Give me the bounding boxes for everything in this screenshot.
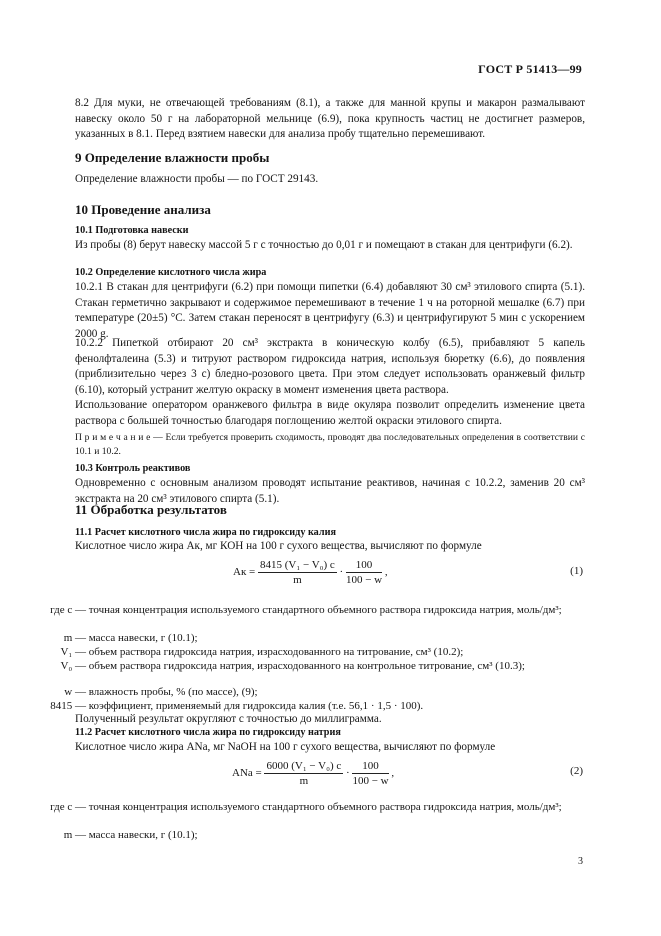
document-header: ГОСТ Р 51413—99 [478, 62, 582, 76]
formula-2 [232, 760, 394, 787]
paragraph-10-2-1: 10.2.1 В стакан для центрифуги (6.2) при помощи пипетки (6.4) добавляют 30 см³ этилового спирта (5.1). Стакан герметично закрывают и содержимое перемешивают в течение 1 ч на роторной мешалке (6.7) при температуре (20±5) °С. Затем стакан переносят в центрифугу (6.3) и центрифугируют 5 мин с ускорением 2000 g. [75, 281, 585, 340]
subsection-11-2-text: Кислотное число жира ANa, мг NaOH на 100 г сухого вещества, вычисляют по формуле [75, 741, 496, 753]
subsection-11-2-title: 11.2 Расчет кислотного числа жира по гидроксиду натрия [75, 727, 341, 738]
note: П р и м е ч а н и е — Если требуется проверить сходимость, проводят два последовательных определения в соответствии с 10.1 и 10.2. [75, 432, 585, 457]
formula-1-number: (1) [570, 565, 583, 577]
definition-row [48, 631, 585, 645]
definition-symbol: где c — [50, 801, 86, 813]
definition-text: влажность пробы, % (по массе), (9); [88, 686, 258, 698]
formula-2-denominator: m [299, 775, 309, 787]
subsection-11-1-text: Кислотное число жира Aк, мг КОН на 100 г сухого вещества, вычисляют по формуле [75, 540, 482, 552]
definition-text: масса навески, г (10.1); [88, 632, 198, 644]
subsection-10-3-title: 10.3 Контроль реактивов [75, 463, 191, 474]
formula-1-denominator: m [293, 574, 302, 586]
formula-2-tail: , [391, 767, 395, 780]
formula-1 [233, 559, 388, 586]
formula-1-lhs: Aк = [233, 566, 256, 579]
formula-2-fraction [264, 760, 343, 787]
section-10-title: 10 Проведение анализа [75, 202, 211, 217]
formula-2-lhs: ANa = [232, 767, 262, 780]
formula-1-denominator-2: 100 − w [345, 574, 383, 586]
paragraph-10-2-2b: Использование оператором оранжевого фильтра в виде окуляра позволит определить изменение цвета раствора с большей точностью благодаря поглощению желтой окраски этилового спирта. [75, 399, 585, 427]
page-number: 3 [578, 856, 583, 867]
paragraph-8-2: 8.2 Для муки, не отвечающей требованиям (8.1), а также для манной крупы и макарон размалывают навеску около 50 г на лабораторной мельнице (6.9), пока крупность частиц не достигнет размеров, указанных в 8.1. Перед взятием навески для анализа пробу тщательно перемешивают. [75, 97, 585, 141]
definition-symbol: V₁ — [60, 646, 86, 658]
formula-2-number: (2) [570, 765, 583, 777]
definition-symbol: m — [63, 829, 86, 841]
definition-text: объем раствора гидроксида натрия, израсходованного на титрование, см³ (10.2); [88, 646, 464, 658]
definition-symbol: m — [63, 632, 86, 644]
section-9-title: 9 Определение влажности пробы [75, 150, 270, 165]
definition-row [48, 603, 585, 617]
formula-1-fraction-2 [346, 559, 382, 586]
definition-symbol: V₀ — [60, 660, 86, 672]
formula-1-tail: , [384, 566, 388, 579]
definition-symbol: w — [64, 686, 86, 698]
subsection-10-3-text: Одновременно с основным анализом проводят испытание реактивов, начиная с 10.2.2, заменив 20 см³ экстракта на 20 см³ этилового спирта (5.1). [75, 477, 585, 505]
paragraph-10-2-2: 10.2.2 Пипеткой отбирают 20 см³ экстракта в коническую колбу (6.5), прибавляют 5 капель фенолфталеина (5.3) и титруют раствором гидроксида натрия, используя бюретку (6.6), до появления (приблизительно через 3 с) бледно-розового цвета. При этом следует использовать оранжевый фильтр (6.10), который устранит желтую окраску в момент изменения цвета раствора. [75, 337, 585, 396]
subsection-10-1-text: Из пробы (8) берут навеску массой 5 г с точностью до 0,01 г и помещают в стакан для центрифуги (6.2). [75, 239, 573, 251]
definition-row [48, 699, 585, 713]
definition-text: коэффициент, применяемый для гидроксида калия (т.е. 56,1 · 1,5 · 100). [88, 700, 424, 712]
subsection-10-2-title: 10.2 Определение кислотного числа жира [75, 267, 267, 278]
formula-1-dot: · [339, 566, 344, 579]
definition-row [48, 828, 585, 842]
definition-text: объем раствора гидроксида натрия, израсходованного на контрольное титрование, см³ (10.3); [88, 660, 525, 672]
subsection-11-1-title: 11.1 Расчет кислотного числа жира по гидроксиду калия [75, 527, 336, 538]
formula-2-denominator-2: 100 − w [352, 775, 389, 787]
formula-1-numerator-2: 100 [346, 559, 382, 573]
formula-2-numerator-2: 100 [352, 760, 388, 774]
definition-symbol: 8415 — [50, 700, 86, 712]
definition-text: масса навески, г (10.1); [88, 829, 198, 841]
definition-row [48, 800, 585, 814]
formula-2-numerator: 6000 (V₁ − V₀) c [266, 760, 342, 772]
section-11-title: 11 Обработка результатов [75, 502, 227, 517]
subsection-10-1-title: 10.1 Подготовка навески [75, 225, 189, 236]
formula-1-numerator: 8415 (V₁ − V₀) c [260, 559, 335, 571]
definition-symbol: где c — [50, 604, 86, 616]
definition-row [48, 685, 585, 699]
definition-text: точная концентрация используемого стандартного объемного раствора гидроксида натрия, моль/дм³; [88, 604, 562, 616]
definition-row [48, 645, 585, 659]
formula-2-fraction-2 [352, 760, 388, 787]
formula-1-fraction [258, 559, 337, 586]
definition-text: точная концентрация используемого стандартного объемного раствора гидроксида натрия, моль/дм³; [88, 801, 562, 813]
rounding-text: Полученный результат округляют с точностью до миллиграмма. [75, 713, 382, 725]
definition-row [48, 659, 585, 673]
formula-2-dot: · [346, 767, 350, 780]
section-9-text: Определение влажности пробы — по ГОСТ 29143. [75, 173, 319, 185]
